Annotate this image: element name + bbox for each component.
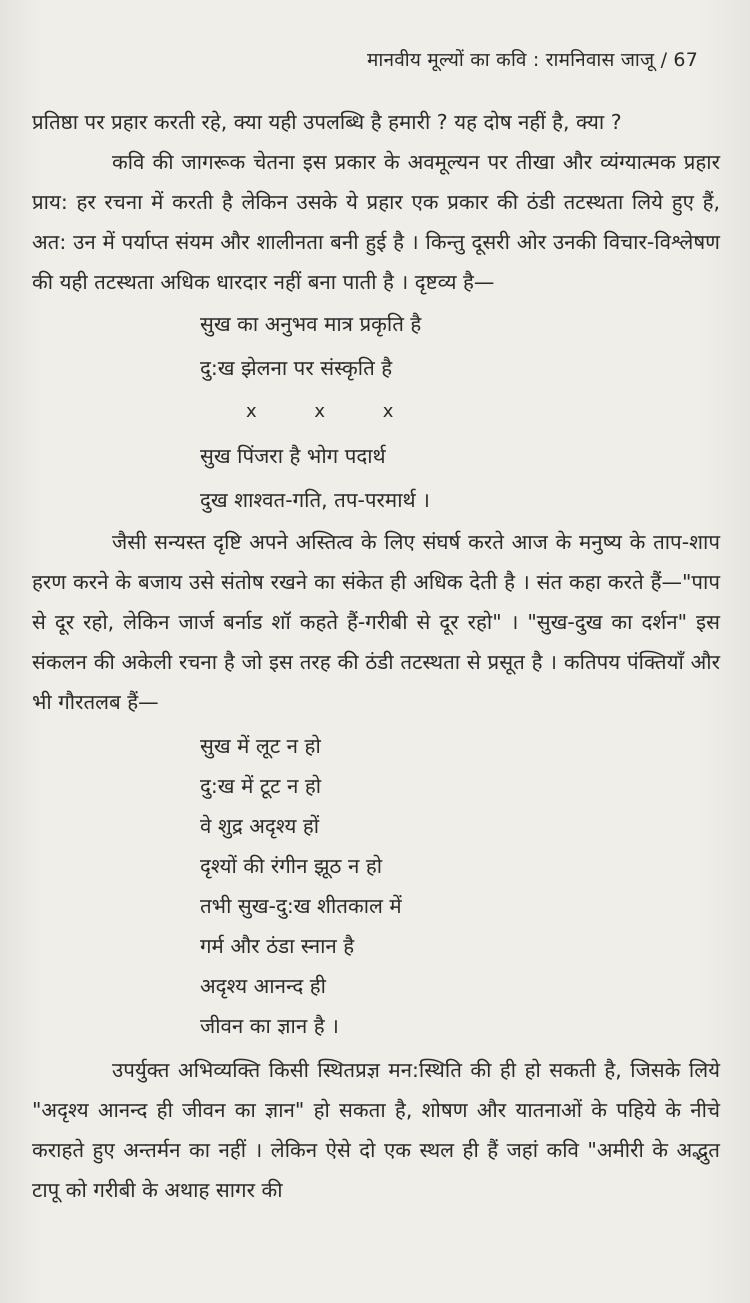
verse-line: सुख पिंजरा है भोग पदार्थ: [200, 444, 386, 468]
verse-line: दुख शाश्वत-गति, तप-परमार्थ ।: [200, 488, 430, 512]
verse-line: अदृश्य आनन्द ही: [200, 974, 326, 998]
verse-line: दु:ख में टूट न हो: [200, 774, 322, 798]
paragraph-2: कवि की जागरूक चेतना इस प्रकार के अवमूल्यन पर तीखा और व्यंग्यात्मक प्रहार प्राय: हर रचना में करती है लेकिन उसके ये प्रहार एक प्रकार की ठंडी तटस्थता लिये हुए हैं, अत: उन में पर्याप्त संयम और शालीनता बनी हुई है । किन्तु दूसरी ओर उनकी विचार-विश्लेषण की यही तटस्थता अधिक धारदार नहीं बना पाती है । दृष्टव्य है—: [32, 150, 720, 294]
paragraph-3: जैसी सन्यस्त दृष्टि अपने अस्तित्व के लिए संघर्ष करते आज के मनुष्य के ताप-शाप हरण करने के बजाय उसे संतोष रखने का संकेत ही अधिक देती है । संत कहा करते हैं—"पाप से दूर रहो, लेकिन जार्ज बर्नाड शॉ कहते हैं-गरीबी से दूर रहो" । "सुख-दुख का दर्शन" इस संकलन की अकेली रचना है जो इस तरह की ठंडी तटस्थता से प्रसूत है । कतिपय पंक्तियाँ और भी गौरतलब हैं—: [32, 530, 720, 714]
paragraph-1: प्रतिष्ठा पर प्रहार करती रहे, क्या यही उपलब्धि है हमारी ? यह दोष नहीं है, क्या ?: [32, 110, 622, 134]
verse-block-2: [32, 726, 720, 1046]
verse-line: जीवन का ज्ञान है ।: [200, 1014, 339, 1038]
verse-line: वे शुद्र अदृश्य हों: [200, 814, 320, 838]
verse-line: सुख का अनुभव मात्र प्रकृति है: [200, 312, 422, 336]
running-header: मानवीय मूल्यों का कवि : रामनिवास जाजू / 67: [367, 49, 698, 71]
paragraph-4: उपर्युक्त अभिव्यक्ति किसी स्थितप्रज्ञ मन:स्थिति की ही हो सकती है, जिसके लिये "अदृश्य आनन्द ही जीवन का ज्ञान" हो सकता है, शोषण और यातनाओं के पहिये के नीचे कराहते हुए अन्तर्मन का नहीं । लेकिन ऐसे दो एक स्थल ही हैं जहां कवि "अमीरी के अद्भुत टापू को गरीबी के अथाह सागर की: [32, 1058, 720, 1202]
verse-line: गर्म और ठंडा स्नान है: [200, 934, 355, 958]
verse-line: दृश्यों की रंगीन झूठ न हो: [200, 854, 383, 878]
verse-block-1: [32, 302, 720, 522]
verse-line: तभी सुख-दु:ख शीतकाल में: [200, 894, 402, 918]
verse-separator: x x x: [246, 401, 420, 422]
verse-line: सुख में लूट न हो: [200, 734, 321, 758]
verse-line: दु:ख झेलना पर संस्कृति है: [200, 356, 393, 380]
